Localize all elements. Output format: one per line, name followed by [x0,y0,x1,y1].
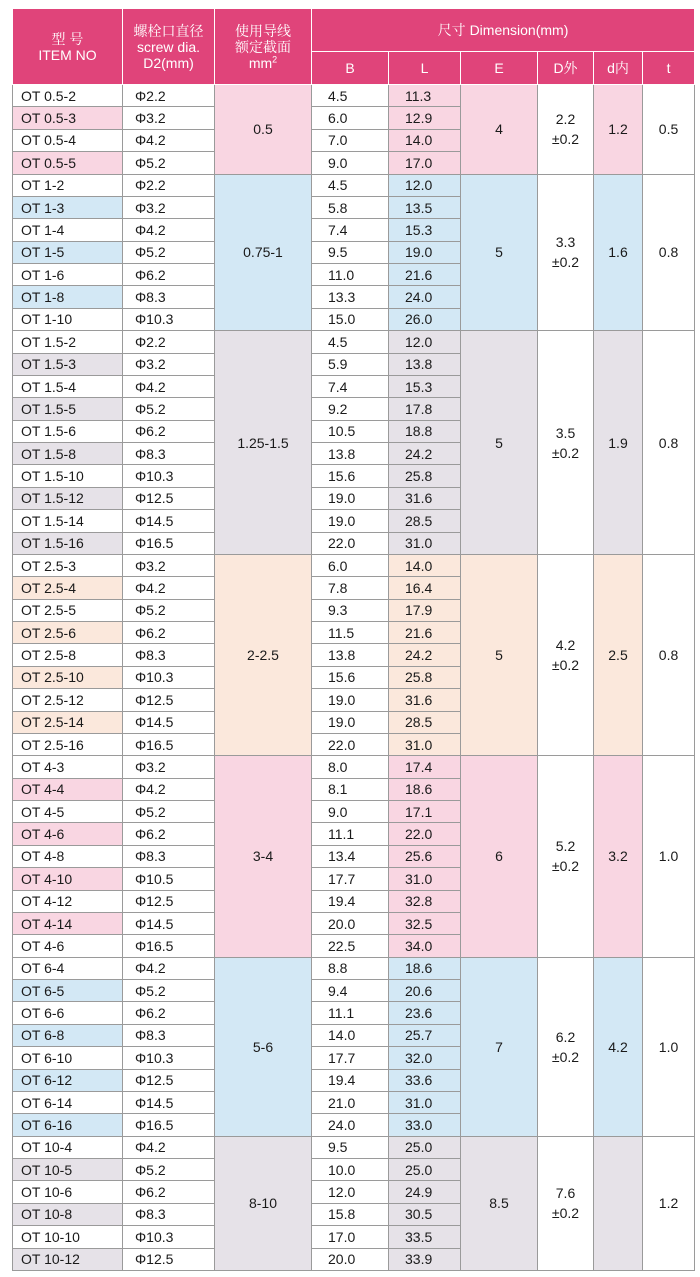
dim-b-cell: 22.0 [312,733,389,755]
header-dimension: 尺寸 Dimension(mm) [312,9,695,52]
item-no-cell: OT 1-5 [13,241,123,263]
dim-e-cell: 5 [461,554,538,755]
dim-e-cell: 5 [461,331,538,555]
screw-dia-cell: Φ10.3 [123,465,215,487]
dim-b-cell: 5.9 [312,353,389,375]
dim-l-cell: 25.8 [389,465,461,487]
dim-b-cell: 10.5 [312,420,389,442]
screw-dia-cell: Φ5.2 [123,599,215,621]
d-outer-value: 3.3 [555,234,576,251]
dim-l-cell: 12.0 [389,331,461,353]
dim-b-cell: 6.0 [312,554,389,576]
dim-b-cell: 22.0 [312,532,389,554]
item-no-cell: OT 2.5-10 [13,666,123,688]
dim-d-outer-cell [538,174,594,331]
dim-d-outer-cell [538,85,594,175]
item-no-cell: OT 2.5-8 [13,644,123,666]
dim-b-cell: 14.0 [312,1024,389,1046]
screw-dia-cell: Φ12.5 [123,890,215,912]
d-outer-value: 6.2 [555,1028,576,1045]
screw-dia-cell: Φ12.5 [123,689,215,711]
dim-l-cell: 14.0 [389,554,461,576]
dim-b-cell: 9.5 [312,241,389,263]
screw-dia-cell: Φ16.5 [123,1114,215,1136]
dim-l-cell: 21.6 [389,622,461,644]
dim-l-cell: 31.6 [389,487,461,509]
dim-l-cell: 32.0 [389,1047,461,1069]
item-no-cell: OT 2.5-4 [13,577,123,599]
dim-d-inner-cell [594,1136,643,1270]
dim-l-cell: 31.0 [389,733,461,755]
dim-t-cell: 0.8 [643,331,695,555]
screw-dia-cell: Φ14.5 [123,510,215,532]
screw-dia-cell: Φ16.5 [123,935,215,957]
dim-l-cell: 26.0 [389,308,461,330]
dim-b-cell: 4.5 [312,331,389,353]
dim-b-cell: 21.0 [312,1091,389,1113]
dim-t-cell: 0.8 [643,174,695,331]
table-row [13,957,695,979]
dim-b-cell: 17.7 [312,868,389,890]
dim-d-inner-cell: 1.2 [594,85,643,175]
d-outer-value: 4.2 [555,637,576,654]
item-no-cell: OT 1-8 [13,286,123,308]
dim-l-cell: 17.8 [389,398,461,420]
item-no-cell: OT 6-16 [13,1114,123,1136]
screw-dia-cell: Φ8.3 [123,1024,215,1046]
d-outer-value: 7.6 [555,1185,576,1202]
item-no-cell: OT 10-5 [13,1159,123,1181]
dim-l-cell: 13.5 [389,196,461,218]
screw-dia-cell: Φ14.5 [123,912,215,934]
dim-l-cell: 34.0 [389,935,461,957]
dim-b-cell: 13.3 [312,286,389,308]
header-l: L [389,52,461,85]
dim-l-cell: 32.8 [389,890,461,912]
dim-l-cell: 22.0 [389,823,461,845]
item-no-cell: OT 10-12 [13,1248,123,1271]
wire-section-cell: 1.25-1.5 [215,331,312,555]
dim-l-cell: 24.2 [389,443,461,465]
dim-b-cell: 13.8 [312,443,389,465]
dim-l-cell: 17.0 [389,152,461,174]
screw-dia-cell: Φ10.3 [123,1226,215,1248]
table-body [13,85,695,1271]
table-header [13,9,695,85]
d-outer-value: 2.2 [555,111,576,128]
dim-e-cell: 7 [461,957,538,1136]
dim-l-cell: 21.6 [389,264,461,286]
screw-dia-cell: Φ6.2 [123,1002,215,1024]
header-t: t [643,52,695,85]
item-no-cell: OT 4-12 [13,890,123,912]
item-no-cell: OT 6-5 [13,980,123,1002]
dim-b-cell: 15.6 [312,465,389,487]
screw-dia-cell: Φ10.5 [123,868,215,890]
screw-dia-cell: Φ6.2 [123,420,215,442]
terminal-spec-table [12,8,695,1271]
screw-dia-cell: Φ2.2 [123,85,215,107]
dim-l-cell: 25.7 [389,1024,461,1046]
wire-unit: mm [248,54,273,71]
dim-t-cell: 1.0 [643,756,695,957]
d-outer-tolerance: ±0.2 [551,254,580,271]
screw-dia-cell: Φ3.2 [123,196,215,218]
dim-t-cell: 0.5 [643,85,695,175]
dim-b-cell: 19.0 [312,689,389,711]
item-no-cell: OT 2.5-14 [13,711,123,733]
d-outer-tolerance: ±0.2 [551,131,580,148]
dim-l-cell: 14.0 [389,129,461,151]
item-no-cell: OT 6-4 [13,957,123,979]
dim-b-cell: 6.0 [312,107,389,129]
dim-d-outer-cell [538,756,594,957]
dim-b-cell: 13.4 [312,845,389,867]
dim-e-cell: 4 [461,85,538,175]
header-d-inner: d内 [594,52,643,85]
dim-b-cell: 4.5 [312,85,389,107]
item-no-cell: OT 10-4 [13,1136,123,1158]
dim-d-outer-cell [538,1136,594,1270]
dim-d-outer-cell [538,957,594,1136]
dim-b-cell: 9.0 [312,801,389,823]
item-no-cell: OT 4-8 [13,845,123,867]
table-row [13,174,695,196]
dim-l-cell: 17.9 [389,599,461,621]
dim-b-cell: 8.0 [312,756,389,778]
screw-dia-cell: Φ3.2 [123,554,215,576]
dim-l-cell: 20.6 [389,980,461,1002]
header-screw-dia: 螺栓口直径 screw dia. D2(mm) [123,9,215,85]
screw-dia-cell: Φ14.5 [123,1091,215,1113]
dim-b-cell: 10.0 [312,1159,389,1181]
item-no-cell: OT 2.5-5 [13,599,123,621]
item-no-cell: OT 10-6 [13,1181,123,1203]
item-no-cell: OT 1.5-8 [13,443,123,465]
screw-dia-cell: Φ8.3 [123,286,215,308]
dim-l-cell: 12.0 [389,174,461,196]
item-no-cell: OT 2.5-6 [13,622,123,644]
dim-b-cell: 5.8 [312,196,389,218]
dim-l-cell: 31.0 [389,532,461,554]
d-outer-tolerance: ±0.2 [551,1205,580,1222]
dim-b-cell: 24.0 [312,1114,389,1136]
screw-dia-cell: Φ6.2 [123,264,215,286]
dim-l-cell: 30.5 [389,1203,461,1225]
screw-dia-cell: Φ6.2 [123,823,215,845]
wire-section-cell: 3-4 [215,756,312,957]
dim-l-cell: 12.9 [389,107,461,129]
dim-b-cell: 11.1 [312,1002,389,1024]
screw-dia-cell: Φ8.3 [123,845,215,867]
dim-b-cell: 11.0 [312,264,389,286]
screw-dia-cell: Φ3.2 [123,353,215,375]
item-no-cell: OT 10-8 [13,1203,123,1225]
screw-dia-cell: Φ16.5 [123,532,215,554]
item-no-cell: OT 1.5-6 [13,420,123,442]
screw-dia-cell: Φ3.2 [123,107,215,129]
dim-l-cell: 31.0 [389,868,461,890]
wire-section-cell: 5-6 [215,957,312,1136]
screw-dia-cell: Φ5.2 [123,801,215,823]
screw-dia-cell: Φ12.5 [123,1069,215,1091]
screw-dia-cell: Φ3.2 [123,756,215,778]
dim-l-cell: 33.6 [389,1069,461,1091]
screw-dia-cell: Φ10.3 [123,1047,215,1069]
dim-l-cell: 25.0 [389,1159,461,1181]
screw-dia-cell: Φ8.3 [123,443,215,465]
item-no-cell: OT 1-4 [13,219,123,241]
header-item-no: 型 号 ITEM NO [13,9,123,85]
screw-dia-cell: Φ4.2 [123,957,215,979]
dim-l-cell: 33.9 [389,1248,461,1271]
header-wire-section: 使用导线 额定截面 $mm^2$ [215,9,312,85]
dim-d-inner-cell: 4.2 [594,957,643,1136]
dim-b-cell: 11.1 [312,823,389,845]
dim-l-cell: 18.6 [389,957,461,979]
dim-t-cell: 1.2 [643,1136,695,1270]
item-no-cell: OT 6-14 [13,1091,123,1113]
dim-l-cell: 31.0 [389,1091,461,1113]
item-no-cell: OT 10-10 [13,1226,123,1248]
item-no-cell: OT 4-6 [13,823,123,845]
wire-section-cell: 2-2.5 [215,554,312,755]
screw-dia-cell: Φ14.5 [123,711,215,733]
dim-b-cell: 12.0 [312,1181,389,1203]
item-no-cell: OT 1.5-3 [13,353,123,375]
dim-l-cell: 23.6 [389,1002,461,1024]
dim-d-outer-cell [538,554,594,755]
screw-dia-cell: Φ6.2 [123,622,215,644]
dim-b-cell: 13.8 [312,644,389,666]
dim-t-cell: 0.8 [643,554,695,755]
dim-b-cell: 20.0 [312,912,389,934]
dim-e-cell: 5 [461,174,538,331]
item-no-cell: OT 4-4 [13,778,123,800]
dim-l-cell: 24.0 [389,286,461,308]
item-no-cell: OT 1-6 [13,264,123,286]
screw-dia-cell: Φ4.2 [123,129,215,151]
wire-section-cell: 8-10 [215,1136,312,1270]
dim-b-cell: 17.0 [312,1226,389,1248]
dim-b-cell: 9.4 [312,980,389,1002]
item-no-cell: OT 1.5-5 [13,398,123,420]
dim-l-cell: 15.3 [389,219,461,241]
d-outer-value: 5.2 [555,838,576,855]
table-row [13,756,695,778]
dim-b-cell: 7.8 [312,577,389,599]
item-no-cell: OT 0.5-3 [13,107,123,129]
screw-dia-cell: Φ4.2 [123,577,215,599]
dim-b-cell: 19.4 [312,890,389,912]
screw-dia-cell: Φ8.3 [123,1203,215,1225]
d-outer-value: 3.5 [555,424,576,441]
dim-b-cell: 19.0 [312,487,389,509]
screw-dia-cell: Φ4.2 [123,778,215,800]
header-e: E [461,52,538,85]
d-outer-tolerance: ±0.2 [551,657,580,674]
dim-e-cell: 6 [461,756,538,957]
wire-unit-superscript: 2 [272,53,278,64]
screw-dia-cell: Φ4.2 [123,375,215,397]
dim-d-inner-cell: 3.2 [594,756,643,957]
item-no-cell: OT 6-8 [13,1024,123,1046]
screw-dia-cell: Φ2.2 [123,331,215,353]
screw-dia-cell: Φ12.5 [123,487,215,509]
item-no-cell: OT 2.5-16 [13,733,123,755]
screw-dia-cell: Φ10.3 [123,666,215,688]
header-b: B [312,52,389,85]
dim-b-cell: 19.0 [312,711,389,733]
screw-dia-cell: Φ4.2 [123,219,215,241]
dim-b-cell: 4.5 [312,174,389,196]
dim-b-cell: 9.2 [312,398,389,420]
dim-l-cell: 19.0 [389,241,461,263]
dim-b-cell: 19.4 [312,1069,389,1091]
item-no-cell: OT 0.5-5 [13,152,123,174]
d-outer-tolerance: ±0.2 [551,1048,580,1065]
dim-l-cell: 24.2 [389,644,461,666]
dim-d-inner-cell: 1.9 [594,331,643,555]
item-no-cell: OT 1.5-14 [13,510,123,532]
screw-dia-cell: Φ5.2 [123,152,215,174]
item-no-cell: OT 1-2 [13,174,123,196]
dim-b-cell: 7.4 [312,219,389,241]
table-row [13,1136,695,1158]
table-row [13,331,695,353]
item-no-cell: OT 0.5-2 [13,85,123,107]
screw-dia-cell: Φ4.2 [123,1136,215,1158]
dim-l-cell: 17.1 [389,801,461,823]
item-no-cell: OT 4-6 [13,935,123,957]
screw-dia-cell: Φ5.2 [123,980,215,1002]
wire-section-cell: 0.5 [215,85,312,175]
item-no-cell: OT 4-10 [13,868,123,890]
dim-b-cell: 9.3 [312,599,389,621]
dim-l-cell: 11.3 [389,85,461,107]
dim-l-cell: 16.4 [389,577,461,599]
screw-dia-cell: Φ6.2 [123,1181,215,1203]
dim-b-cell: 9.0 [312,152,389,174]
dim-b-cell: 22.5 [312,935,389,957]
item-no-cell: OT 2.5-12 [13,689,123,711]
item-no-cell: OT 1-3 [13,196,123,218]
dim-b-cell: 17.7 [312,1047,389,1069]
dim-l-cell: 24.9 [389,1181,461,1203]
dim-l-cell: 25.6 [389,845,461,867]
dim-l-cell: 13.8 [389,353,461,375]
dim-b-cell: 11.5 [312,622,389,644]
item-no-cell: OT 1.5-4 [13,375,123,397]
screw-dia-cell: Φ10.3 [123,308,215,330]
item-no-cell: OT 4-5 [13,801,123,823]
spec-table-container [12,8,694,1271]
dim-l-cell: 25.0 [389,1136,461,1158]
dim-l-cell: 28.5 [389,510,461,532]
dim-b-cell: 15.6 [312,666,389,688]
dim-d-inner-cell: 1.6 [594,174,643,331]
dim-l-cell: 28.5 [389,711,461,733]
item-no-cell: OT 6-6 [13,1002,123,1024]
screw-dia-cell: Φ12.5 [123,1248,215,1271]
item-no-cell: OT 1.5-16 [13,532,123,554]
item-no-cell: OT 4-3 [13,756,123,778]
screw-dia-cell: Φ16.5 [123,733,215,755]
item-no-cell: OT 1-10 [13,308,123,330]
item-no-cell: OT 1.5-2 [13,331,123,353]
dim-b-cell: 8.8 [312,957,389,979]
d-outer-tolerance: ±0.2 [551,444,580,461]
dim-d-outer-cell [538,331,594,555]
table-row [13,554,695,576]
dim-b-cell: 8.1 [312,778,389,800]
screw-dia-cell: Φ5.2 [123,398,215,420]
dim-b-cell: 15.8 [312,1203,389,1225]
dim-b-cell: 19.0 [312,510,389,532]
screw-dia-cell: Φ2.2 [123,174,215,196]
header-d-outer: D外 [538,52,594,85]
item-no-cell: OT 0.5-4 [13,129,123,151]
screw-dia-cell: Φ5.2 [123,1159,215,1181]
dim-l-cell: 15.3 [389,375,461,397]
wire-section-cell: 0.75-1 [215,174,312,331]
table-row [13,85,695,107]
dim-e-cell: 8.5 [461,1136,538,1270]
dim-l-cell: 33.0 [389,1114,461,1136]
item-no-cell: OT 6-12 [13,1069,123,1091]
dim-b-cell: 7.4 [312,375,389,397]
d-outer-tolerance: ±0.2 [551,858,580,875]
dim-l-cell: 18.8 [389,420,461,442]
dim-l-cell: 32.5 [389,912,461,934]
item-no-cell: OT 1.5-12 [13,487,123,509]
dim-b-cell: 9.5 [312,1136,389,1158]
screw-dia-cell: Φ8.3 [123,644,215,666]
screw-dia-cell: Φ5.2 [123,241,215,263]
dim-b-cell: 15.0 [312,308,389,330]
dim-b-cell: 20.0 [312,1248,389,1271]
dim-t-cell: 1.0 [643,957,695,1136]
dim-l-cell: 31.6 [389,689,461,711]
dim-d-inner-cell: 2.5 [594,554,643,755]
item-no-cell: OT 2.5-3 [13,554,123,576]
dim-l-cell: 18.6 [389,778,461,800]
item-no-cell: OT 4-14 [13,912,123,934]
dim-l-cell: 25.8 [389,666,461,688]
dim-l-cell: 17.4 [389,756,461,778]
item-no-cell: OT 1.5-10 [13,465,123,487]
item-no-cell: OT 6-10 [13,1047,123,1069]
dim-l-cell: 33.5 [389,1226,461,1248]
dim-b-cell: 7.0 [312,129,389,151]
